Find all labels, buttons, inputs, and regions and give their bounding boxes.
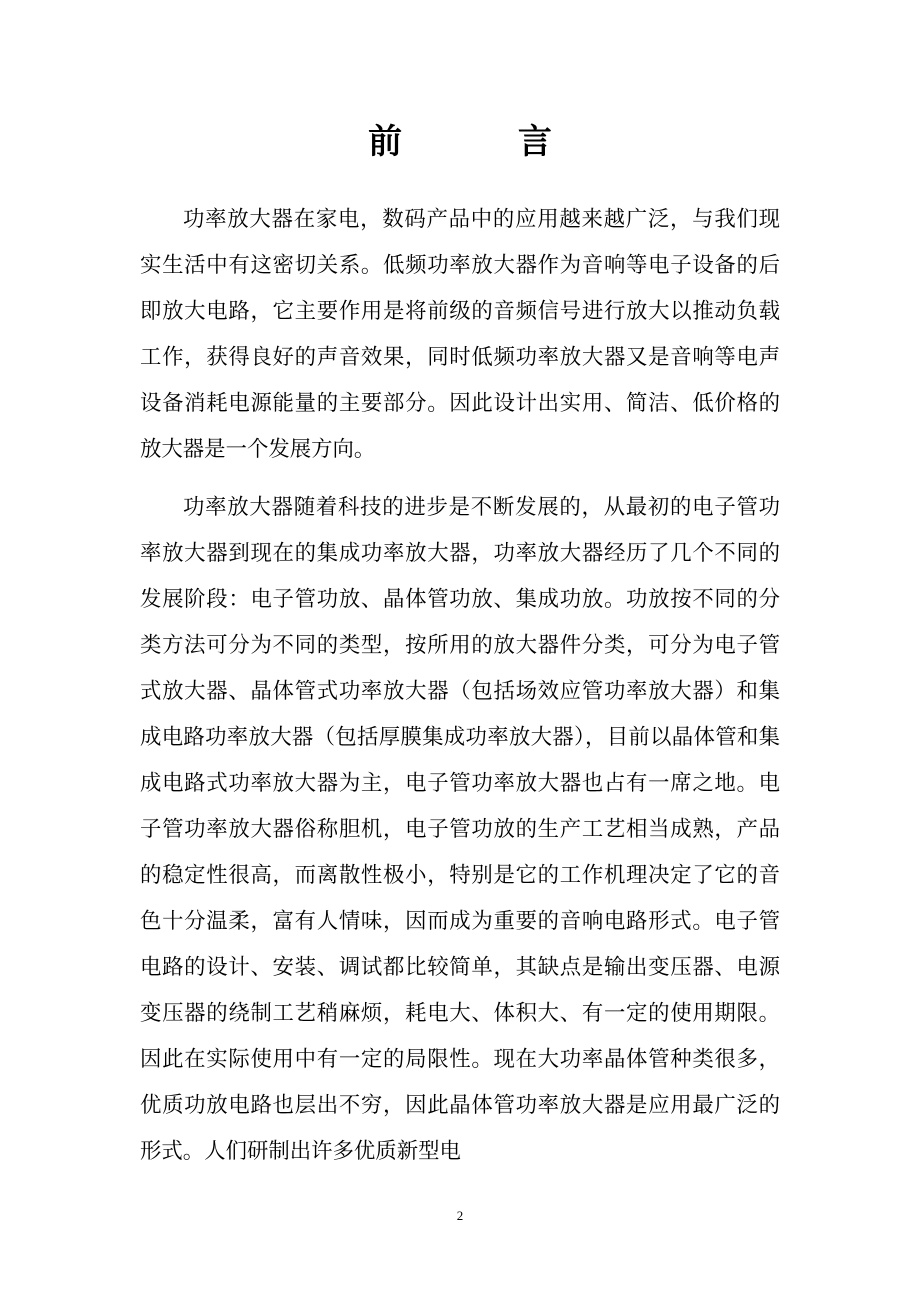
paragraph-intro: 功率放大器在家电，数码产品中的应用越来越广泛，与我们现实生活中有这密切关系。低频功率放大器作为音响等电子设备的后即放大电路，它主要作用是将前级的音频信号进行放大以推动负载工作，获得良好的声音效果，同时低频功率放大器又是音响等电声设备消耗电源能量的主要部分。因此设计出实用、简洁、低价格的放大器是一个发展方向。: [140, 207, 780, 462]
page-title: 前 言: [368, 122, 604, 162]
page-number: 2: [456, 1208, 464, 1223]
paragraph-development: 功率放大器随着科技的进步是不断发展的，从最初的电子管功率放大器到现在的集成功率放大器，功率放大器经历了几个不同的发展阶段：电子管功放、晶体管功放、集成功放。功放按不同的分类方法可分为不同的类型，按所用的放大器件分类，可分为电子管式放大器、晶体管式功率放大器（包括场效应管功率放大器）和集成电路功率放大器（包括厚膜集成功率放大器），目前以晶体管和集成电路式功率放大器为主，电子管功率放大器也占有一席之地。电子管功率放大器俗称胆机，电子管功放的生产工艺相当成熟，产品的稳定性很高，而离散性极小，特别是它的工作机理决定了它的音色十分温柔，富有人情味，因而成为重要的音响电路形式。电子管电路的设计、安装、调试都比较简单，其缺点是输出变压器、电源变压器的绕制工艺稍麻烦，耗电大、体积大、有一定的使用期限。因此在实际使用中有一定的局限性。现在大功率晶体管种类很多，优质功放电路也层出不穷，因此晶体管功率放大器是应用最广泛的形式。人们研制出许多优质新型电: [140, 495, 780, 1164]
